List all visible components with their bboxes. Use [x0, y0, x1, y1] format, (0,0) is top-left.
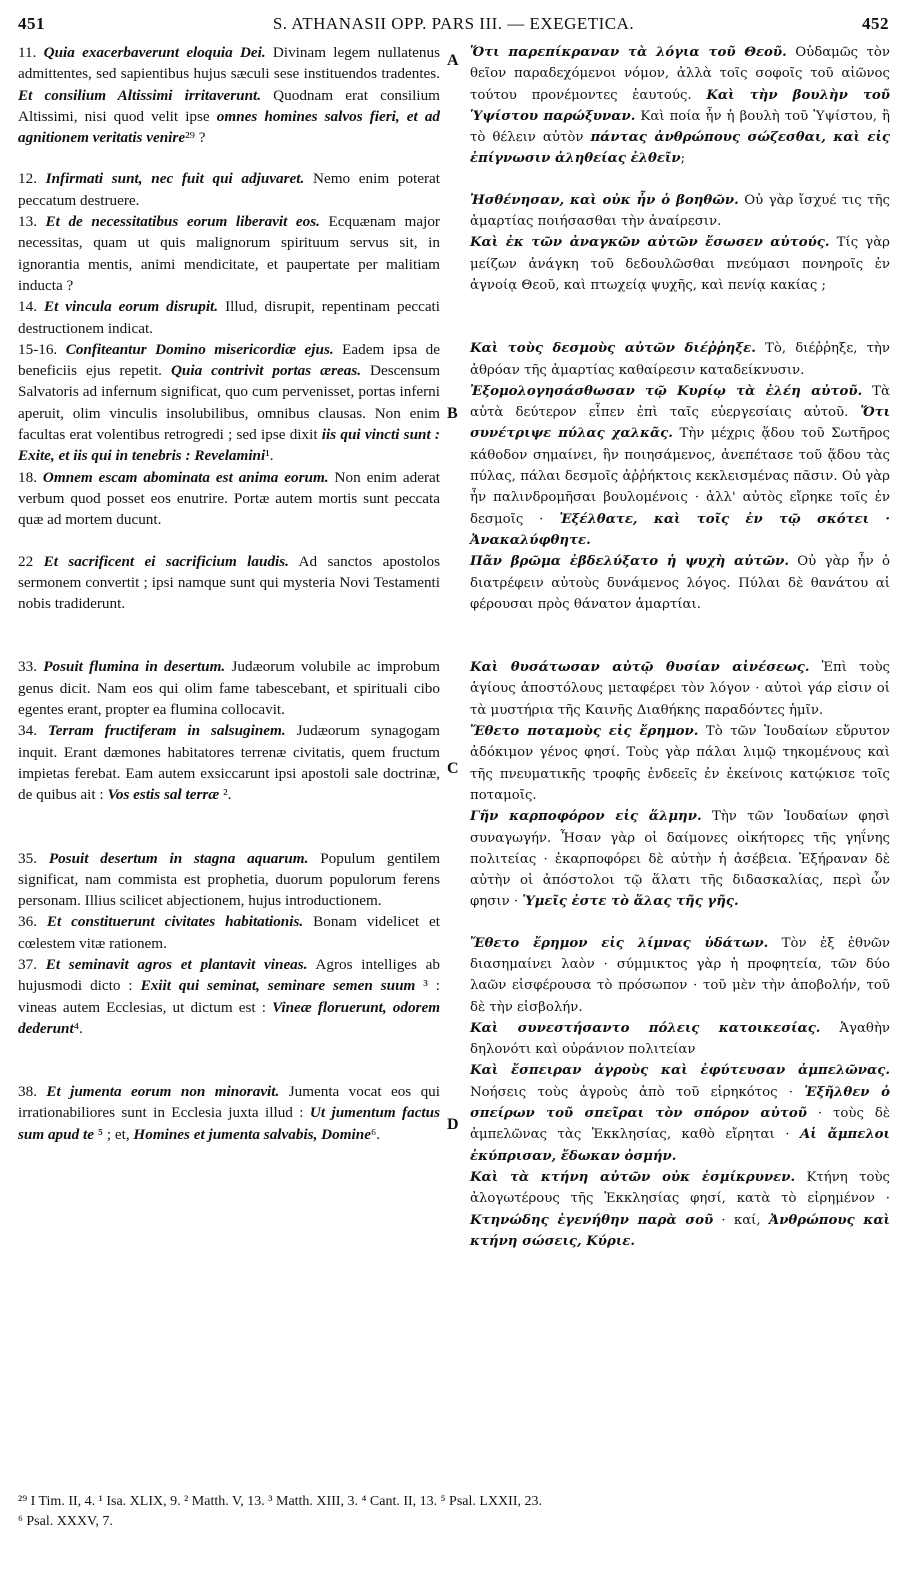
commentary-text: Populum gentilem significat, nam commista est prophetia, duorum populorum ferens personam. Illius scilicet abjectionem, hujus introductionem.: [18, 849, 441, 910]
verse-paragraph: [18, 551, 440, 615]
verse-lemma: Καὶ τοὺς δεσμοὺς αὐτῶν διέῤῥηξε.: [470, 341, 756, 357]
footnotes: [18, 1492, 890, 1532]
footnote-line: ²⁹ I Tim. II, 4. ¹ Isa. XLIX, 9. ² Matth. V, 13. ³ Matth. XIII, 3. ⁴ Cant. II, 13. ⁵ Psal. LXXII, 23.: [18, 1494, 542, 1509]
commentary-text: Τὸ τῶν Ἰουδαίων εὔρυτον ἀδόκιμον γένος φησί. Τοὺς γὰρ πάλαι λιμῷ τηκομένους καὶ τῆς πνευματικῆς τροφῆς ἐνδεεῖς ἐν ἐκείνοις κατῴκισε τοῖς ποταμοῖς.: [470, 724, 891, 803]
verse-paragraph: [18, 467, 440, 531]
commentary-text: Καὶ ποία ἦν ἡ βουλὴ τοῦ Ὑψίστου, ἢ τὸ θέλειν αὐτὸν: [470, 108, 890, 146]
verse-number: 37.: [18, 955, 37, 973]
page-number-left: 451: [18, 14, 45, 33]
verse-paragraph: [470, 381, 890, 551]
verse-paragraph: [18, 168, 440, 211]
verse-paragraph: [18, 848, 440, 912]
verse-lemma: Exiit qui seminat, seminare semen suum: [140, 977, 416, 995]
commentary-text: ²⁹ ?: [185, 129, 206, 147]
verse-lemma: Καὶ ἔσπειραν ἀγροὺς καὶ ἐφύτευσαν ἀμπελῶνας.: [470, 1063, 890, 1079]
verse-lemma: Ἔθετο ποταμοὺς εἰς ἔρημον.: [470, 724, 699, 740]
verse-lemma: Αἱ ἄμπελοι ἐκύπρισαν, ἔδωκαν ὀσμήν.: [470, 1127, 890, 1164]
verse-number: 33.: [18, 658, 37, 676]
footnote-line: ⁶ Psal. XXXV, 7.: [18, 1514, 113, 1529]
commentary-text: ;: [680, 151, 686, 167]
commentary-text: Οὐδαμῶς τὸν θεῖον παραδεχόμενοι νόμον, ἀλλὰ τοῖς σοφοῖς τοῦ αἰῶνος τούτου προνέμοντες ἑαυτούς.: [470, 45, 890, 103]
commentary-text: Eadem ipsa de beneficiis ejus repetit.: [18, 340, 440, 380]
verse-paragraph: [470, 1018, 890, 1061]
verse-paragraph: [470, 338, 890, 381]
verse-lemma: iis qui vincti sunt : Exite, et iis qui in tenebris : Revelamini: [18, 426, 440, 465]
verse-lemma: πάντας ἀνθρώπους σώζεσθαι, καὶ εἰς ἐπίγνωσιν ἀληθείας ἐλθεῖν: [470, 130, 890, 167]
verse-number: 12.: [18, 170, 37, 188]
verse-paragraph: [470, 933, 890, 1018]
verse-paragraph: [18, 954, 440, 1039]
commentary-text: Τὸ, διέῤῥηξε, τὴν ἀθρόαν τῆς ἁμαρτίας καθαίρεσιν καταδείκνυσιν.: [470, 341, 890, 378]
verse-paragraph: [18, 656, 440, 720]
commentary-text: Τὴν μέχρις ᾅδου τοῦ Σωτῆρος κάθοδον σημαίνει, ἣν ποιησάμενος, ἀνεπέτασε τοῦ ᾅδου τὰς πύλας, πάλαι δεσμοῖς ἀῤῥήκτοις κεκλεισμένας πᾶσιν. Οὐ γὰρ ἦν παλινδρομῆσαι βουλομένοις · ἀλλ' αὐτὸς εἴρηκε τοῖς ἐν δεσμοῖς ·: [470, 426, 890, 527]
verse-lemma: Ὅτι συνέτριψε πύλας χαλκᾶς.: [470, 405, 890, 442]
commentary-text: Nemo enim poterat peccatum destruere.: [18, 170, 441, 209]
verse-number: 15-16.: [18, 340, 58, 358]
verse-number: 22: [18, 552, 34, 570]
verse-number: 34.: [18, 722, 37, 740]
commentary-text: Judæorum synagogam inquit. Erant dæmones habitatores terrenæ civitatis, quem fructum impietas ferebat. Eam autem exsiccarunt ipsi apostoli sale doctrinæ, de quibus ait :: [18, 722, 440, 804]
commentary-text: Descensum Salvatoris ad infernum significat, quo cum pervenisset, portas inferni aperuit, olim vinculis insolubilibus, omnibus clausas. Non enim facultas erat volentibus retrogredi ; sed ipse dixit: [18, 362, 441, 444]
verse-lemma: Et constituerunt civitates habitationis.: [46, 913, 304, 931]
commentary-text: Ecquænam major necessitas, quam ut quis malignorum spirituum servus sit, in ignorantia mentis, animi mendicitate, et paupertate per malitiam inducta ?: [18, 213, 440, 294]
commentary-text: · καί,: [721, 1212, 761, 1228]
margin-marker-d: D: [447, 1116, 459, 1133]
verse-lemma: omnes homines salvos fieri, et ad agnitionem veritatis venire: [18, 107, 441, 147]
commentary-text: Quodnam erat consilium Altissimi, nisi quod velit ipse: [18, 86, 440, 125]
verse-lemma: Πᾶν βρῶμα ἐβδελύξατο ἡ ψυχὴ αὐτῶν.: [470, 554, 789, 570]
verse-lemma: Ἠσθένησαν, καὶ οὐκ ἦν ὁ βοηθῶν.: [470, 192, 739, 208]
margin-marker-a: A: [447, 52, 459, 69]
commentary-text: ⁴.: [73, 1019, 83, 1037]
verse-lemma: Et de necessitatibus eorum liberavit eos.: [45, 213, 320, 231]
verse-paragraph: [470, 657, 890, 721]
verse-number: 35.: [18, 849, 37, 867]
verse-number: 14.: [18, 298, 37, 316]
commentary-text: Τὴν τῶν Ἰουδαίων φησὶ συναγωγήν. Ἦσαν γὰρ οἱ δαίμονες οἰκήτορες τῆς γηΐνης πολιτείας · ἐκαρποφόρει δὲ αὐτὴν ἡ ἀσέβεια. Ἐξήραναν δὲ αὐτὴν οἱ ἀπόστολοι τῷ ἅλατι τῆς διδασκαλίας, περὶ ὧν φησιν ·: [470, 809, 890, 910]
commentary-text: Ad sanctos apostolos sermonem convertit ; ipsi namque sunt qui mysteria Novi Testamenti nobis tradiderunt.: [18, 552, 440, 613]
verse-lemma: Ὅτι παρεπίκραναν τὰ λόγια τοῦ Θεοῦ.: [470, 45, 787, 60]
page-number-right: 452: [862, 14, 889, 33]
commentary-text: Non enim aderat verbum quod posset eos enutrire. Portæ autem mortis sunt peccata quæ ad mortem ducunt.: [18, 468, 440, 529]
verse-lemma: Καὶ θυσάτωσαν αὐτῷ θυσίαν αἰνέσεως.: [470, 660, 810, 676]
commentary-text: ⁶.: [370, 1125, 381, 1143]
running-title: S. ATHANASII OPP. PARS III. — EXEGETICA.: [272, 14, 635, 33]
verse-lemma: Et sacrificent ei sacrificium laudis.: [43, 552, 289, 570]
verse-lemma: Καὶ τὰ κτήνη αὐτῶν οὐκ ἐσμίκρυνεν.: [470, 1169, 796, 1185]
verse-lemma: Et consilium Altissimi irritaverunt.: [18, 86, 262, 104]
verse-lemma: Et jumenta eorum non minoravit.: [46, 1083, 280, 1101]
verse-number: 11.: [18, 44, 37, 61]
commentary-text: ⁵ ; et,: [97, 1125, 130, 1143]
verse-paragraph: [18, 720, 440, 805]
latin-column: [18, 42, 440, 1145]
verse-lemma: Posuit desertum in stagna aquarum.: [48, 849, 309, 867]
verse-lemma: Ἐξέλθατε, καὶ τοῖς ἐν τῷ σκότει · Ἀνακαλύφθητε.: [470, 511, 890, 548]
margin-marker-c: C: [447, 760, 459, 777]
verse-lemma: Καὶ συνεστήσαντο πόλεις κατοικεσίας.: [470, 1020, 821, 1036]
commentary-text: Illud, disrupit, repentinam peccati destructionem indicat.: [18, 298, 440, 337]
verse-paragraph: [470, 806, 890, 912]
verse-lemma: Homines et jumenta salvabis, Domine: [133, 1125, 371, 1143]
verse-lemma: Posuit flumina in desertum.: [43, 658, 226, 676]
verse-lemma: Vos estis sal terræ: [107, 786, 220, 804]
commentary-text: Νοήσεις τοὺς ἀγροὺς ἀπὸ τοῦ εἰρηκότος ·: [470, 1084, 794, 1100]
verse-number: 18.: [18, 468, 37, 486]
commentary-text: Judæorum volubile ac improbum genus dicit. Nam eos qui olim fame tabescebant, et spirituali cibo egentes erant, propter ea flumina collocavit.: [18, 658, 440, 719]
verse-lemma: Ἐξομολογησάσθωσαν τῷ Κυρίῳ τὰ ἐλέη αὐτοῦ.: [470, 383, 863, 399]
verse-lemma: Ὑμεῖς ἐστε τὸ ἅλας τῆς γῆς.: [522, 894, 739, 910]
verse-number: 13.: [18, 213, 37, 231]
verse-lemma: Ἔθετο ἔρημον εἰς λίμνας ὑδάτων.: [470, 935, 769, 951]
commentary-text: Τίς γὰρ μείζων ἀνάγκη τοῦ δεδουλῶσθαι πνεύμασι πονηροῖς ἐν ἀγνοίᾳ Θεοῦ, καὶ πτωχείᾳ ψυχῆς, καὶ πενίᾳ κακίας ;: [470, 235, 890, 293]
verse-paragraph: [18, 211, 440, 296]
commentary-text: · τοὺς δὲ ἀμπελῶνας τὰς Ἐκκλησίας, καθὸ εἴρηται ·: [470, 1106, 890, 1143]
commentary-text: ¹.: [265, 447, 274, 465]
verse-paragraph: [470, 42, 890, 170]
verse-paragraph: [470, 190, 890, 233]
verse-lemma: Omnem escam abominata est anima eorum.: [42, 468, 329, 486]
margin-marker-b: B: [447, 405, 458, 422]
verse-lemma: Γῆν καρποφόρον εἰς ἅλμην.: [470, 809, 702, 825]
commentary-text: ².: [223, 786, 232, 804]
verse-paragraph: [470, 551, 890, 615]
commentary-text: ³ : vineas autem Ecclesias, ut dictum est :: [18, 977, 441, 1016]
verse-lemma: Confiteantur Domino misericordiæ ejus.: [65, 340, 334, 358]
commentary-text: Τὰ αὐτὰ δεύτερον εἶπεν ἐπὶ ταῖς εὐεργεσίαις αὐτοῦ.: [470, 383, 890, 421]
verse-paragraph: [18, 296, 440, 339]
verse-lemma: Κτηνώδης ἐγενήθην παρὰ σοῦ: [470, 1212, 714, 1228]
verse-lemma: Καὶ ἐκ τῶν ἀναγκῶν αὐτῶν ἔσωσεν αὐτούς.: [470, 235, 830, 251]
commentary-text: Τὸν ἐξ ἐθνῶν διασημαίνει λαὸν · σύμμικτος γὰρ ἡ προφητεία, τῶν δύο λαῶν εἰσφέρουσα τὸ πρόσωπον · τοῦ μὲν τὴν ἀποβολήν, τοῦ δὲ τὴν εἰσβολήν.: [470, 935, 890, 1015]
commentary-text: Bonam videlicet et cœlestem vitæ rationem.: [18, 913, 441, 952]
commentary-text: Agros intelliges ab hujusmodi dicto :: [18, 955, 441, 995]
commentary-text: Κτήνη τοὺς ἀλογωτέρους τῆς Ἐκκλησίας φησί, κατὰ τὸ εἰρημένον ·: [470, 1169, 890, 1207]
verse-lemma: Quia exacerbaverunt eloquia Dei.: [43, 44, 266, 61]
verse-paragraph: [470, 1060, 890, 1166]
commentary-text: Jumenta vocat eos qui irrationabiliores sunt in Ecclesia juxta illud :: [18, 1083, 440, 1122]
verse-lemma: Quia contrivit portas æreas.: [170, 362, 362, 380]
verse-paragraph: [18, 911, 440, 954]
verse-lemma: Ἀνθρώπους καὶ κτήνη σώσεις, Κύριε.: [470, 1212, 890, 1249]
verse-paragraph: [18, 339, 440, 467]
verse-lemma: Terram fructiferam in salsuginem.: [47, 722, 286, 740]
verse-lemma: Vineæ floruerunt, odorem dederunt: [18, 998, 441, 1037]
verse-lemma: Et vincula eorum disrupit.: [43, 298, 219, 316]
page-header: [18, 14, 889, 40]
greek-column: [470, 42, 890, 1252]
verse-lemma: Et seminavit agros et plantavit vineas.: [45, 955, 308, 973]
verse-number: 36.: [18, 913, 37, 931]
verse-paragraph: [470, 721, 890, 806]
verse-lemma: Infirmati sunt, nec fuit qui adjuvaret.: [45, 170, 305, 188]
verse-paragraph: [18, 42, 440, 148]
commentary-text: Οὐ γὰρ ἴσχυέ τις τῆς ἁμαρτίας ποιήσασθαι τὴν ἀναίρεσιν.: [470, 192, 890, 230]
verse-lemma: Ut jumentum factus sum apud te: [18, 1104, 441, 1143]
verse-lemma: Καὶ τὴν βουλὴν τοῦ Ὑψίστου παρώξυναν.: [470, 87, 890, 124]
verse-paragraph: [470, 232, 890, 296]
verse-paragraph: [18, 1081, 440, 1145]
commentary-text: Ἐπὶ τοὺς ἁγίους ἀποστόλους μεταφέρει τὸν λόγον · αὐτοὶ γάρ εἰσιν οἱ τὰ μυστήρια τῆς Καινῆς Διαθήκης παραδόντες ἡμῖν.: [470, 660, 890, 718]
verse-number: 38.: [18, 1083, 37, 1101]
commentary-text: Ἀγαθὴν δηλονότι καὶ οὐράνιον πολιτείαν: [470, 1020, 890, 1058]
commentary-text: Οὐ γὰρ ἦν ὁ διατρέφειν αὐτοὺς δυνάμενος λόγος. Πύλαι δὲ θανάτου αἱ φέρουσαι πρὸς θάνατον ἁμαρτίαι.: [470, 554, 890, 612]
commentary-text: Divinam legem nullatenus admittentes, sed sapientibus hujus sæculi sese instituendos tradentes.: [18, 44, 441, 83]
verse-paragraph: [470, 1167, 890, 1252]
verse-lemma: Ἐξῆλθεν ὁ σπείρων τοῦ σπεῖραι τὸν σπόρον αὐτοῦ: [470, 1084, 891, 1122]
